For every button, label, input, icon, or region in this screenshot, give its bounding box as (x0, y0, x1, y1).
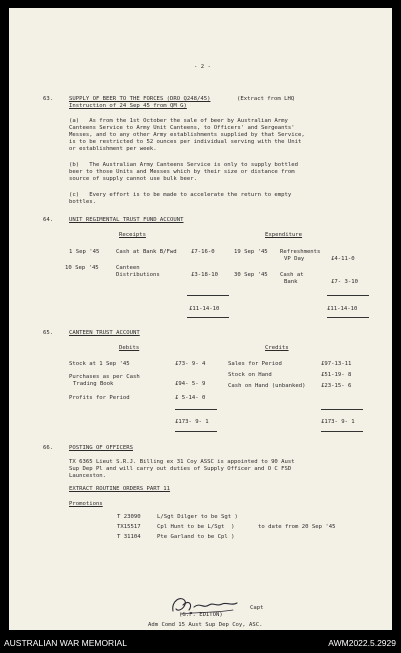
credits-rule-top (321, 409, 363, 410)
section-65-title: CANTEEN TRUST ACCOUNT (69, 330, 140, 336)
credit-1-desc: Sales for Period (228, 361, 282, 367)
section-66-number: 66. (43, 445, 54, 451)
promotion-1-text: L/Sgt Dilger to be Sgt ) (157, 514, 238, 520)
section-63-a-line-2: Canteens Service to Army Unit Canteens, to Officers' and Sergeants' (69, 125, 295, 131)
expenditure-1-date: 19 Sep '45 (234, 249, 268, 255)
section-64-title: UNIT REGIMENTAL TRUST FUND ACCOUNT (69, 217, 184, 223)
debit-3-desc: Profits for Period (69, 395, 130, 401)
section-63-a-line-1: (a) As from the 1st October the sale of beer by Australian Army (69, 118, 288, 124)
footer-right: AWM2022.5.2929 (328, 638, 396, 648)
signature-title: Adm Comd 15 Aust Sup Dep Coy, ASC. (148, 622, 263, 628)
receipt-1-desc: Cash at Bank B/Fwd (116, 249, 177, 255)
expenditure-1-amount: £4-11-0 (331, 256, 355, 262)
footer-left: AUSTRALIAN WAR MEMORIAL (4, 638, 127, 648)
section-64-number: 64. (43, 217, 54, 223)
receipts-rule-bottom (187, 317, 229, 318)
expenditure-2-desc-1: Cash at (280, 272, 304, 278)
credits-header: Credits (265, 345, 289, 351)
section-63-a-line-5: or establishment per week. (69, 146, 157, 152)
expenditure-2-date: 30 Sep '45 (234, 272, 268, 278)
debits-rule-top (175, 409, 217, 410)
section-63-title: SUPPLY OF BEER TO THE FORCES (DRO Q248/45) (69, 96, 211, 102)
page-number: - 2 - (194, 64, 211, 70)
receipt-2-date: 10 Sep '45 (65, 265, 99, 271)
debits-total: £173- 9- 1 (175, 419, 209, 425)
expenditure-rule-top (327, 295, 369, 296)
credit-3-amount: £23-15- 6 (321, 383, 352, 389)
posting-line-3: Launceston. (69, 473, 107, 479)
section-63-a-line-4: is to be restricted to 52 ounces per individual serving with the Unit (69, 139, 302, 145)
expenditure-1-desc-1: Refreshments (280, 249, 321, 255)
promotion-3-number: T 31104 (117, 534, 141, 540)
debit-3-amount: £ 5-14- 0 (175, 395, 206, 401)
section-63-b-line-3: source of supply cannot use bulk beer. (69, 176, 197, 182)
receipt-2-desc-1: Canteen (116, 265, 140, 271)
receipt-1-date: 1 Sep '45 (69, 249, 100, 255)
debit-2-amount: £94- 5- 9 (175, 381, 206, 387)
credits-rule-bottom (321, 431, 363, 432)
debit-1-amount: £73- 9- 4 (175, 361, 206, 367)
section-63-c-line-1: (c) Every effort is to be made to accelerate the return to empty (69, 192, 292, 198)
receipts-header: Receipts (119, 232, 146, 238)
posting-line-1: TX 6365 Lieut S.R.J. Billing ex 31 Coy ASSC is appointed to 90 Aust (69, 459, 295, 465)
promotion-1-number: T 23090 (117, 514, 141, 520)
receipt-1-amount: £7-16-0 (191, 249, 215, 255)
signature-name: (G.F. EDITON) (179, 612, 223, 618)
section-63-ref-2: Instruction of 24 Sep 45 from QM G) (69, 103, 187, 109)
promotion-2-number: TX15517 (117, 524, 141, 530)
expenditure-total: £11-14-10 (327, 306, 358, 312)
receipts-total: £11-14-10 (189, 306, 220, 312)
receipt-2-desc-2: Distributions (116, 272, 160, 278)
receipts-rule-top (187, 295, 229, 296)
section-63-number: 63. (43, 96, 54, 102)
credit-3-desc: Cash on Hand (unbanked) (228, 383, 306, 389)
expenditure-header: Expenditure (265, 232, 303, 238)
section-63-c-line-2: bottles. (69, 199, 96, 205)
routine-orders-heading: EXTRACT ROUTINE ORDERS PART 11 (69, 486, 171, 492)
credit-1-amount: £97-13-11 (321, 361, 352, 367)
expenditure-2-desc-2: Bank (284, 279, 298, 285)
receipt-2-amount: £3-18-10 (191, 272, 218, 278)
promotion-3-text: Pte Garland to be Cpl ) (157, 534, 235, 540)
promotions-heading: Promotions (69, 501, 103, 507)
signature-rank: Capt (250, 605, 264, 611)
expenditure-2-amount: £7- 3-10 (331, 279, 358, 285)
debits-header: Debits (119, 345, 140, 351)
section-63-a-line-3: Messes, and to any other Army establishments supplied by that Service, (69, 132, 305, 138)
credit-2-amount: £51-19- 8 (321, 372, 352, 378)
credit-2-desc: Stock on Hand (228, 372, 272, 378)
expenditure-1-desc-2: VP Day (284, 256, 305, 262)
debits-rule-bottom (175, 431, 217, 432)
credits-total: £173- 9- 1 (321, 419, 355, 425)
section-63-b-line-1: (b) The Australian Army Canteens Service is only to supply bottled (69, 162, 299, 168)
debit-2-desc-1: Purchases as per Cash (69, 374, 140, 380)
debit-2-desc-2: Trading Book (73, 381, 114, 387)
expenditure-rule-bottom (327, 317, 369, 318)
debit-1-desc: Stock at 1 Sep '45 (69, 361, 130, 367)
section-63-b-line-2: beer to those Units and Messes which by their size or distance from (69, 169, 295, 175)
promotion-date: to date from 20 Sep '45 (258, 524, 336, 530)
section-66-title: POSTING OF OFFICERS (69, 445, 133, 451)
section-63-ref-1: (Extract from LHQ (237, 96, 295, 102)
promotion-2-text: Cpl Hunt to be L/Sgt ) (157, 524, 235, 530)
document-page (9, 8, 392, 630)
section-65-number: 65. (43, 330, 54, 336)
posting-line-2: Sup Dep Pl and will carry out duties of Supply Officer and O C FSD (69, 466, 292, 472)
